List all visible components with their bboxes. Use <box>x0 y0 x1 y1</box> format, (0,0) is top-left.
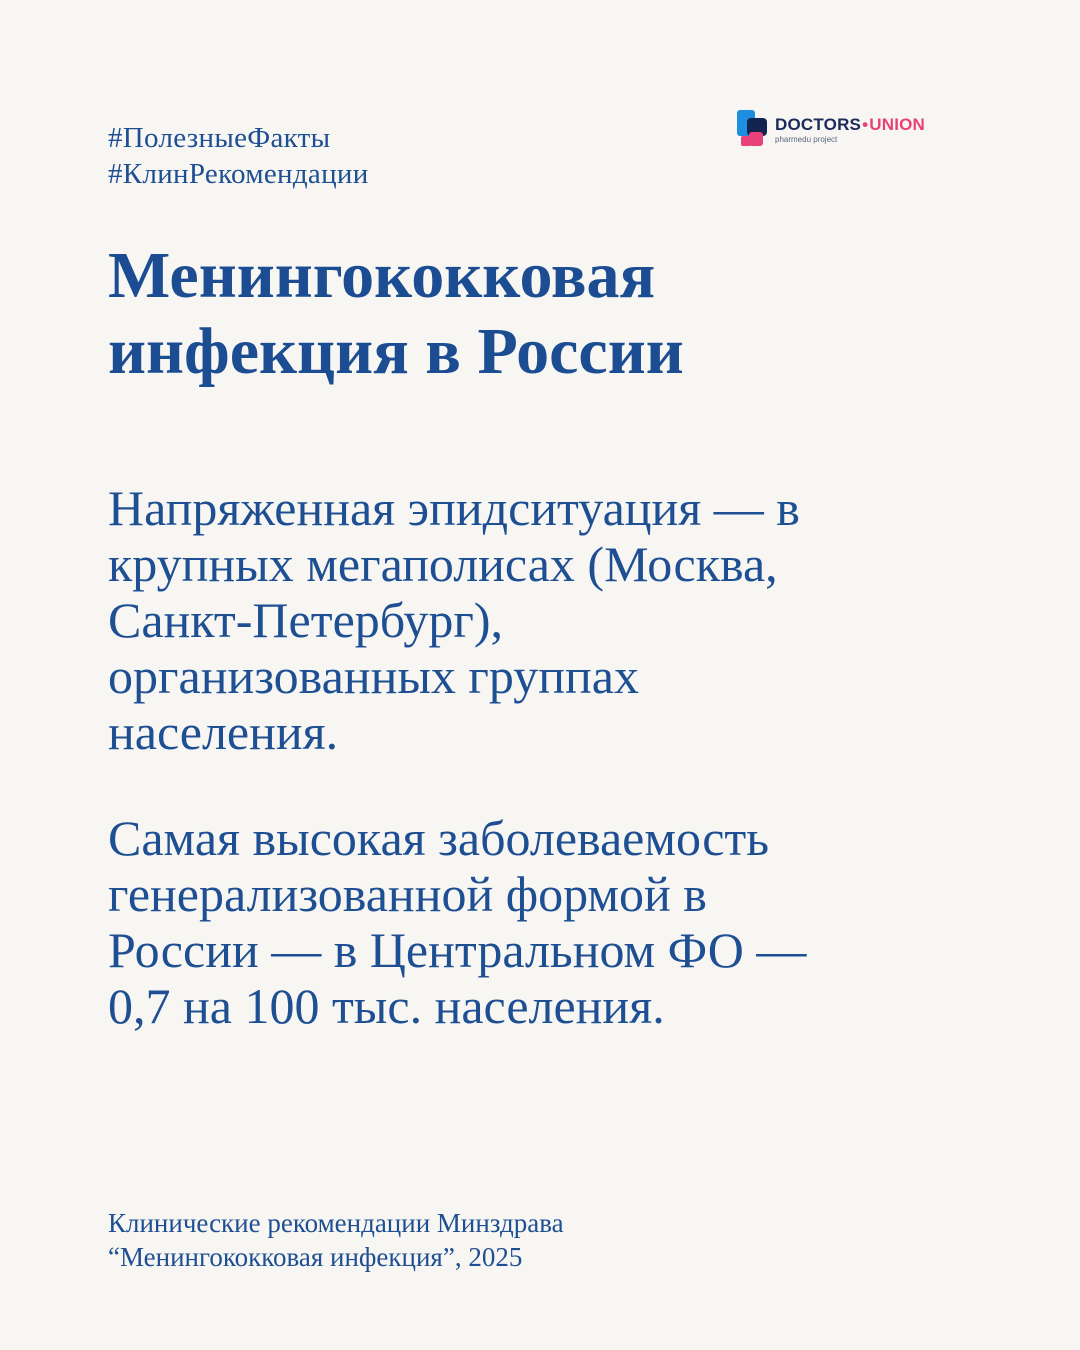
logo-word-doctors: DOCTORS <box>775 115 862 134</box>
logo-separator: • <box>862 115 869 134</box>
title-line-2: инфекция в России <box>108 315 684 388</box>
paragraph-line: населения. <box>108 704 339 760</box>
source-citation <box>108 1206 968 1274</box>
logo-mark-icon <box>737 110 771 148</box>
title-line-1: Менингококковая <box>108 239 656 312</box>
hashtag-useful-facts[interactable]: #ПолезныеФакты <box>108 122 331 154</box>
paragraph-line: Санкт-Петербург), <box>108 592 503 648</box>
logo-word-union: UNION <box>869 115 926 134</box>
hashtag-clinical-recommendations[interactable]: #КлинРекомендации <box>108 158 369 190</box>
paragraph-line: крупных мегаполисах (Москва, <box>108 536 778 592</box>
paragraph-line: 0,7 на 100 тыс. населения. <box>108 978 665 1034</box>
doctors-union-logo <box>737 110 942 150</box>
source-line-2: “Менингококковая инфекция”, 2025 <box>108 1242 523 1272</box>
paragraph-line: Напряженная эпидситуация — в <box>108 480 800 536</box>
paragraph-incidence-rate <box>108 810 968 1034</box>
paragraph-line: России — в Центральном ФО — <box>108 922 807 978</box>
paragraph-line: организованных группах <box>108 648 639 704</box>
paragraph-epidemic-situation <box>108 480 968 760</box>
hashtags <box>108 120 369 192</box>
logo-subtitle: pharmedu project <box>775 135 838 144</box>
logo-wordmark <box>775 116 925 134</box>
paragraph-line: Самая высокая заболеваемость <box>108 810 770 866</box>
source-line-1: Клинические рекомендации Минздрава <box>108 1208 564 1238</box>
paragraph-line: генерализованной формой в <box>108 866 707 922</box>
page-title <box>108 238 968 390</box>
